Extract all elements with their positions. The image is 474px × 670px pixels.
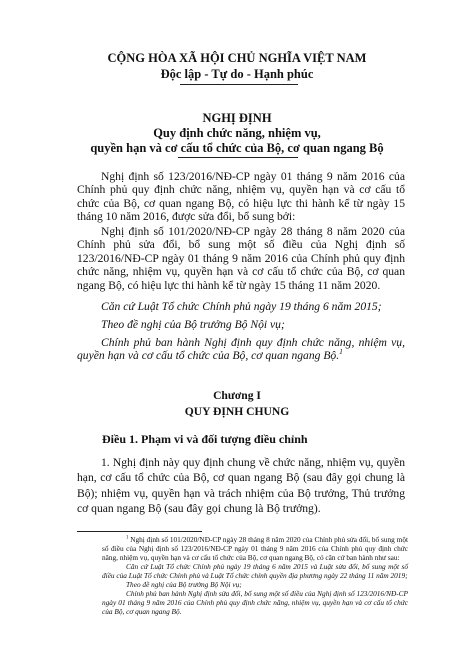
proposal-basis: Theo đề nghị của Bộ trưởng Bộ Nội vụ; [101, 318, 285, 331]
footnote-1-text: Nghị định số 101/2020/NĐ-CP ngày 28 tháng 8 năm 2020 của Chính phủ sửa đổi, bổ sung một số điều của Nghị định số 123/2016/NĐ-CP ngày 01 tháng 9 năm 2016 của Chính phủ quy định chức năng, nhiệm vụ, quyền hạn và cơ cấu tổ chức của Bộ, cơ quan ngang Bộ, có căn cứ ban hành như sau: [102, 535, 408, 562]
document-title-line2: quyền hạn và cơ cấu tổ chức của Bộ, cơ quan ngang Bộ [90, 141, 384, 155]
document-title-line1: Quy định chức năng, nhiệm vụ, [153, 126, 321, 140]
legal-basis: Căn cứ Luật Tổ chức Chính phủ ngày 19 tháng 6 năm 2015; [101, 300, 382, 313]
preamble-paragraph-2: Nghị định số 101/2020/NĐ-CP ngày 28 tháng 8 năm 2020 của Chính phủ sửa đổi, bổ sung một số điều của Nghị định số 123/2016/NĐ-CP ngày 01 tháng 9 năm 2016 của Chính phủ quy định chức năng, nhiệm vụ, quyền hạn và cơ cấu tổ chức của Bộ, cơ quan ngang Bộ, có hiệu lực thi hành kể từ ngày 15 tháng 11 năm 2020. [77, 225, 405, 292]
footnote-proposal-basis: Theo đề nghị của Bộ trưởng Bộ Nội vụ; [126, 580, 242, 589]
footnote-enactment: Chính phủ ban hành Nghị định sửa đổi, bổ sung một số điều của Nghị định số 123/2016/NĐ-CP ngày 01 tháng 9 năm 2016 của Chính phủ quy định chức năng, nhiệm vụ, quyền hạn và cơ cấu tổ chức của Bộ, cơ quan ngang Bộ. [102, 589, 408, 616]
document-type: NGHỊ ĐỊNH [202, 111, 272, 125]
footnote-legal-basis: Căn cứ Luật Tổ chức Chính phủ ngày 19 tháng 6 năm 2015 và Luật sửa đổi, bổ sung một số điều của Luật Tổ chức Chính phủ và Luật Tổ chức chính quyền địa phương ngày 22 tháng 11 năm 2019; [102, 562, 408, 580]
article-1-clause-1: 1. Nghị định này quy định chung về chức năng, nhiệm vụ, quyền hạn, cơ cấu tổ chức của Bộ, cơ quan ngang Bộ (sau đây gọi chung là Bộ); nhiệm vụ, quyền hạn và trách nhiệm của Bộ trưởng, Thủ trưởng cơ quan ngang Bộ (sau đây gọi chung là Bộ trưởng). [77, 456, 405, 516]
title-underline [178, 157, 298, 158]
national-motto: Độc lập - Tự do - Hạnh phúc [160, 67, 314, 81]
preamble-paragraph-1: Nghị định số 123/2016/NĐ-CP ngày 01 tháng 9 năm 2016 của Chính phủ quy định chức năng, nhiệm vụ, quyền hạn và cơ cấu tổ chức của Bộ, cơ quan ngang Bộ, có hiệu lực thi hành kể từ ngày 15 tháng 10 năm 2016, được sửa đổi, bổ sung bởi: [77, 170, 405, 224]
footnote-reference[interactable]: 1 [339, 347, 343, 357]
footnote-mark: 1 [126, 535, 129, 541]
motto-underline [180, 84, 298, 85]
enactment-text: Chính phủ ban hành Nghị định quy định chức năng, nhiệm vụ, quyền hạn và cơ cấu tổ chức của Bộ, cơ quan ngang Bộ. [77, 336, 405, 363]
footnote-separator [77, 531, 202, 532]
national-title: CỘNG HÒA XÃ HỘI CHỦ NGHĨA VIỆT NAM [107, 51, 367, 65]
chapter-label: Chương I [213, 389, 261, 402]
footnote-1 [102, 536, 408, 562]
article-1-heading: Điều 1. Phạm vi và đối tượng điều chỉnh [102, 432, 308, 446]
chapter-title: QUY ĐỊNH CHUNG [184, 405, 290, 418]
enactment-clause [77, 336, 405, 363]
